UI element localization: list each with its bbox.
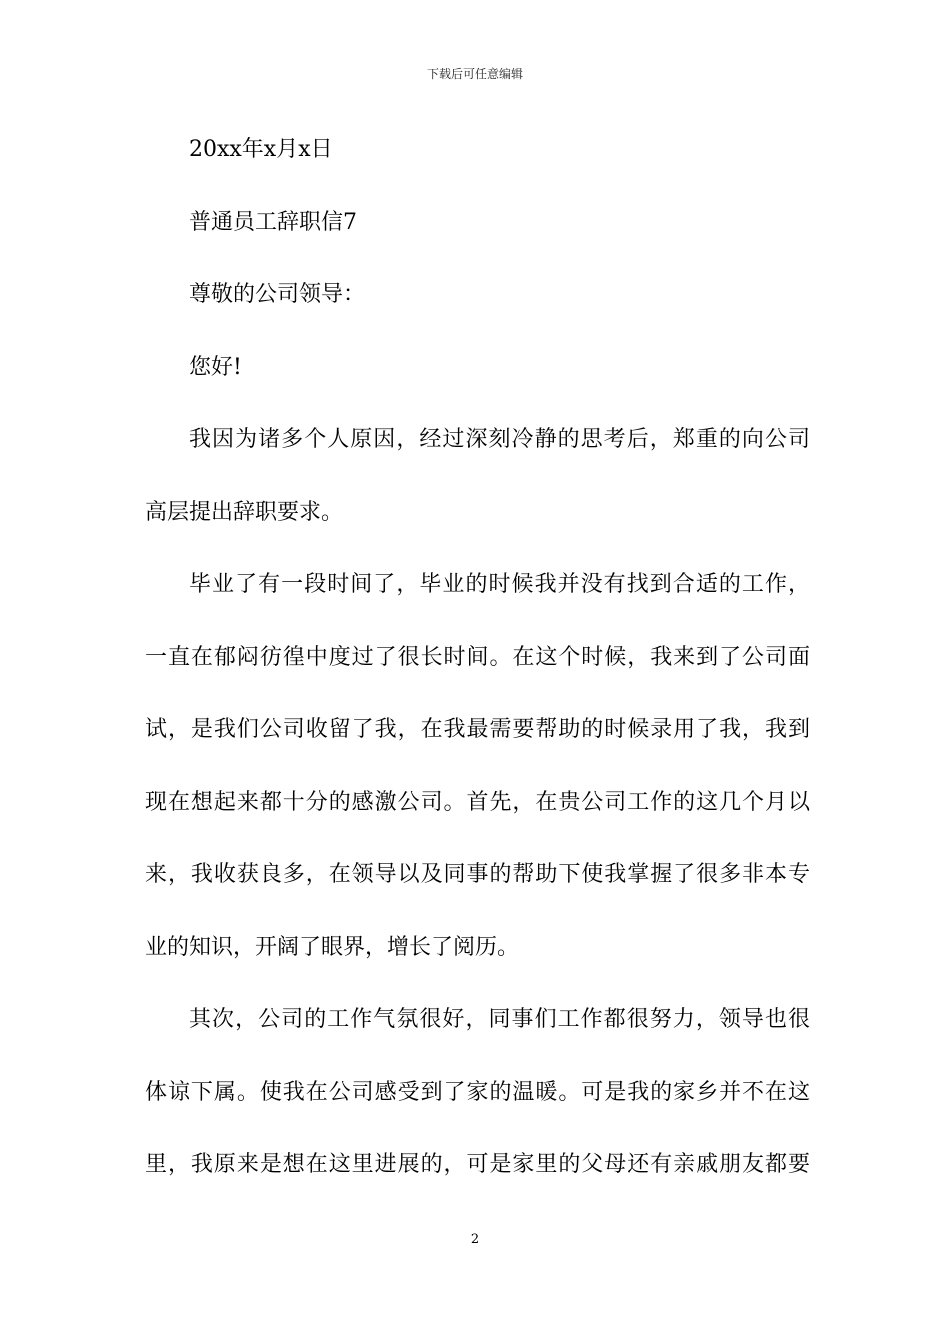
paragraph-line: 体谅下属。使我在公司感受到了家的温暖。可是我的家乡并不在这 (145, 1079, 810, 1105)
paragraph-line: 现在想起来都十分的感激公司。首先，在贵公司工作的这几个月以 (145, 789, 810, 815)
paragraph-line: 其次，公司的工作气氛很好，同事们工作都很努力，领导也很 (189, 1007, 810, 1032)
paragraph-line: 我因为诸多个人原因，经过深刻冷静的思考后，郑重的向公司 (189, 427, 810, 452)
page-number: 2 (470, 1232, 480, 1247)
paragraph-line: 来，我收获良多，在领导以及同事的帮助下使我掌握了很多非本专 (145, 862, 810, 887)
paragraph-line: 试，是我们公司收留了我，在我最需要帮助的时候录用了我，我到 (145, 717, 810, 742)
page-header: 下载后可任意编辑 (426, 67, 523, 81)
paragraph-line: 高层提出辞职要求。 (145, 499, 344, 525)
document-body (145, 132, 810, 1220)
paragraph-line: 业的知识，开阔了眼界，增长了阅历。 (145, 934, 520, 960)
paragraph-line: 里，我原来是想在这里进展的，可是家里的父母还有亲戚朋友都要 (145, 1152, 810, 1177)
letter-title: 普通员工辞职信7 (189, 209, 357, 235)
greeting: 您好! (189, 354, 242, 380)
paragraph-line: 一直在郁闷彷徨中度过了很长时间。在这个时候，我来到了公司面 (145, 644, 810, 670)
date-line: 20xx年x月x日 (189, 137, 333, 162)
salutation: 尊敬的公司领导： (189, 282, 366, 307)
paragraph-line: 毕业了有一段时间了，毕业的时候我并没有找到合适的工作， (189, 572, 810, 597)
